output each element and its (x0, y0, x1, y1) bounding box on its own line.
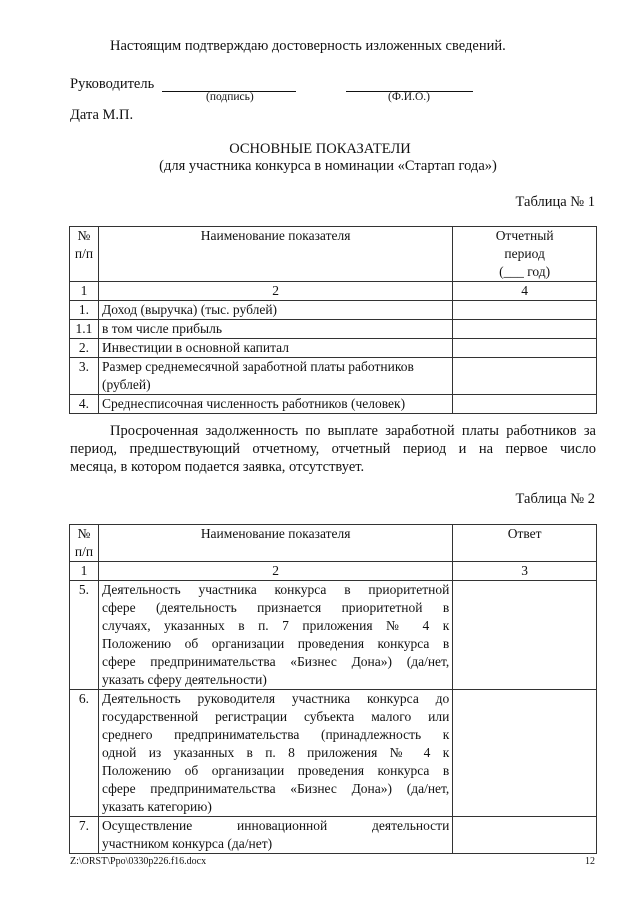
index-cell: 1 (70, 282, 99, 301)
row-num: 4. (70, 395, 99, 414)
page-subtitle: (для участника конкурса в номинации «Стартап года») (159, 158, 497, 174)
table-row (70, 581, 597, 690)
row-name: в том числе прибыль (98, 320, 452, 339)
row-num: 1.1 (70, 320, 99, 339)
row-name: Деятельность участника конкурса в приоритетной сфере (деятельность признается приоритетной в случаях, указанных в п. 7 приложения № 4 к Положению об организации проведения конкурса в сфере предпринимательства «Бизнес Дона») (да/нет, указать сферу деятельности) (98, 581, 452, 690)
row-value[interactable] (453, 690, 597, 817)
file-path: Z:\ORST\Ppo\0330p226.f16.docx (70, 856, 207, 867)
table-row (70, 395, 597, 414)
row-num: 1. (70, 301, 99, 320)
index-cell: 2 (98, 282, 452, 301)
table1-caption: Таблица № 1 (515, 194, 595, 210)
table-row (70, 339, 597, 358)
page-title: ОСНОВНЫЕ ПОКАЗАТЕЛИ (229, 141, 411, 157)
column-index-row (70, 562, 597, 581)
name-caption: (Ф.И.О.) (388, 91, 430, 103)
header-period: Отчетный период (___ год) (453, 227, 597, 282)
row-value[interactable] (453, 339, 597, 358)
index-cell: 1 (70, 562, 99, 581)
table-row (70, 690, 597, 817)
row-name: Инвестиции в основной капитал (98, 339, 452, 358)
row-num: 2. (70, 339, 99, 358)
row-value[interactable] (453, 320, 597, 339)
overdue-paragraph: Просроченная задолженность по выплате заработной платы работников за период, предшествующий отчетному, отчетный период и на первое число месяца, в котором подается заявка, отсутствует. (70, 423, 596, 475)
row-name: Осуществление инновационной деятельности участником конкурса (да/нет) (98, 817, 452, 854)
row-value[interactable] (453, 395, 597, 414)
row-name: Деятельность руководителя участника конкурса до государственной регистрации субъекта малого или среднего предпринимательства (принадлежность к одной из указанных в п. 8 приложения № 4 к Положению об организации проведения конкурса в сфере предпринимательства «Бизнес Дона») (да/нет, указать категорию) (98, 690, 452, 817)
column-index-row (70, 282, 597, 301)
table-header-row (70, 227, 597, 282)
table-row (70, 358, 597, 395)
row-name: Доход (выручка) (тыс. рублей) (98, 301, 452, 320)
row-num: 6. (70, 690, 99, 817)
head-label: Руководитель (70, 76, 155, 92)
header-name: Наименование показателя (98, 525, 452, 562)
page-number: 12 (585, 856, 595, 867)
table2-caption: Таблица № 2 (515, 491, 595, 507)
confirmation-text: Настоящим подтверждаю достоверность изложенных сведений. (110, 38, 506, 54)
sign-caption: (подпись) (206, 91, 254, 103)
row-value[interactable] (453, 581, 597, 690)
header-name: Наименование показателя (98, 227, 452, 282)
index-cell: 4 (453, 282, 597, 301)
header-answer: Ответ (453, 525, 597, 562)
index-cell: 3 (453, 562, 597, 581)
table-row (70, 817, 597, 854)
date-label: Дата М.П. (70, 107, 134, 123)
table-row (70, 320, 597, 339)
indicators-table-2 (69, 524, 597, 854)
row-num: 7. (70, 817, 99, 854)
row-name: Среднесписочная численность работников (человек) (98, 395, 452, 414)
row-num: 3. (70, 358, 99, 395)
table-row (70, 301, 597, 320)
header-num: № п/п (70, 525, 99, 562)
row-num: 5. (70, 581, 99, 690)
table-header-row (70, 525, 597, 562)
indicators-table-1 (69, 226, 597, 414)
row-value[interactable] (453, 817, 597, 854)
row-value[interactable] (453, 301, 597, 320)
header-num: № п/п (70, 227, 99, 282)
index-cell: 2 (98, 562, 452, 581)
row-value[interactable] (453, 358, 597, 395)
row-name: Размер среднемесячной заработной платы работников (рублей) (98, 358, 452, 395)
